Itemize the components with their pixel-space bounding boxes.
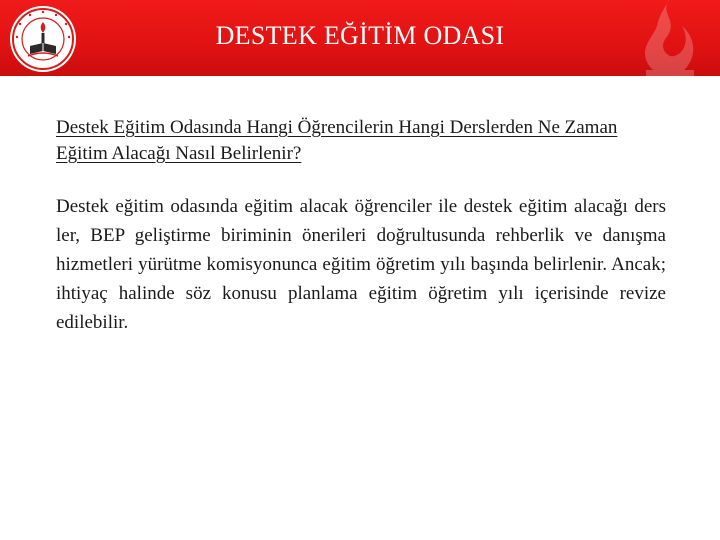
header-bar	[0, 0, 720, 76]
meb-logo-icon	[8, 4, 78, 74]
section-answer: Destek eğitim odasında eğitim alacak öğrenciler ile destek eğitim alacağı ders ler, BEP geliştirme biriminin önerileri doğrultusunda rehberlik ve danışma hizmetleri yürütme komisyonunca eğitim öğretim yılı başında belirlenir. Ancak; ihtiyaç halinde söz konusu planlama eğitim öğretim yılı içerisinde revize edilebilir.	[56, 196, 666, 333]
page-title: DESTEK EĞİTİM ODASI	[215, 21, 505, 50]
flame-icon	[628, 0, 712, 76]
section-question: Destek Eğitim Odasında Hangi Öğrencilerin Hangi Derslerden Ne Zaman Eğitim Alacağı Nasıl Belirlenir?	[56, 117, 618, 164]
